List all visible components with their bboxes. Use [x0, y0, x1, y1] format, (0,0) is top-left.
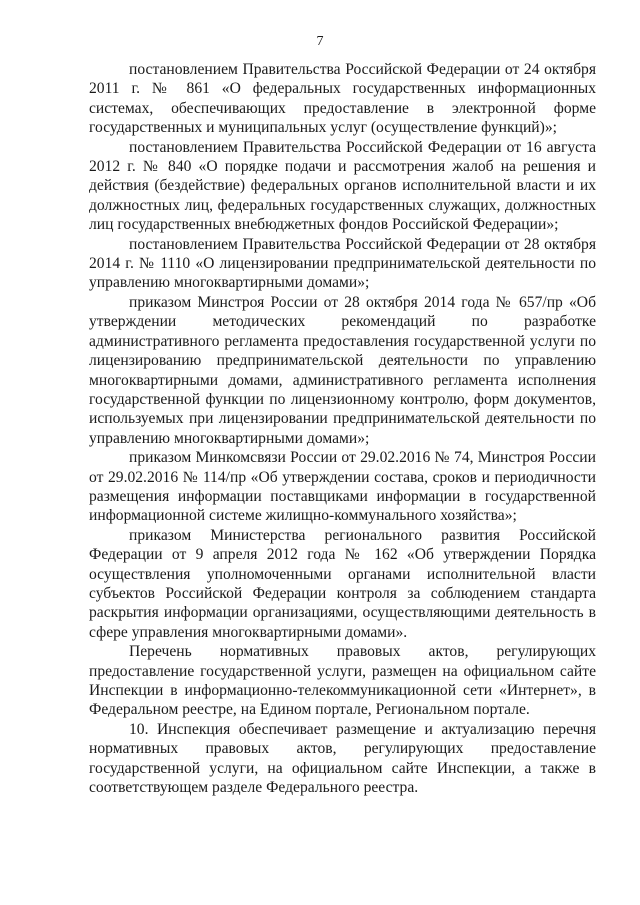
paragraph-order-657: приказом Минстроя России от 28 октября 2014 года № 657/пр «Об утверждении методических рекомендаций по разработке административного регламента предоставления государственной услуги по лицензированию предпринимательской деятельности по управлению многоквартирными домами, административного регламента исполнения государственной функции по лицензионному контролю, форм документов, используемых при лицензировании предпринимательской деятельности по управлению многоквартирными домами»;: [89, 293, 596, 447]
document-body: [89, 60, 596, 797]
paragraph-item-10: 10. Инспекция обеспечивает размещение и актуализацию перечня нормативных правовых актов, регулирующих предоставление государственной услуги, на официальном сайте Инспекции, а также в соответствующем разделе Федерального реестра.: [89, 720, 596, 797]
paragraph-order-162: приказом Министерства регионального развития Российской Федерации от 9 апреля 2012 года № 162 «Об утверждении Порядка осуществления уполномоченными органами исполнительной власти субъектов Российской Федерации контроля за соблюдением стандарта раскрытия информации организациями, осуществляющими деятельность в сфере управления многоквартирными домами».: [89, 526, 596, 641]
paragraph-resolution-840: постановлением Правительства Российской Федерации от 16 августа 2012 г. № 840 «О порядке подачи и рассмотрения жалоб на решения и действия (бездействие) федеральных органов исполнительной власти и их должностных лиц, федеральных государственных служащих, должностных лиц государственных внебюджетных фондов Российской Федерации»;: [89, 138, 596, 234]
paragraph-resolution-1110: постановлением Правительства Российской Федерации от 28 октября 2014 г. № 1110 «О лицензировании предпринимательской деятельности по управлению многоквартирными домами»;: [89, 235, 596, 292]
paragraph-resolution-861: постановлением Правительства Российской Федерации от 24 октября 2011 г. № 861 «О федеральных государственных информационных системах, обеспечивающих предоставление в электронной форме государственных и муниципальных услуг (осуществление функций)»;: [89, 61, 596, 137]
page-number: 7: [316, 34, 324, 49]
paragraph-list-publication: Перечень нормативных правовых актов, регулирующих предоставление государственной услуги, размещен на официальном сайте Инспекции в информационно-телекоммуникационной сети «Интернет», в Федеральном реестре, на Едином портале, Региональном портале.: [89, 643, 596, 719]
paragraph-order-74-114: приказом Минкомсвязи России от 29.02.2016 № 74, Минстроя России от 29.02.2016 № 114/пр «Об утверждении состава, сроков и периодичности размещения информации поставщиками информации в государственной информационной системе жилищно-коммунального хозяйства»;: [89, 449, 596, 525]
